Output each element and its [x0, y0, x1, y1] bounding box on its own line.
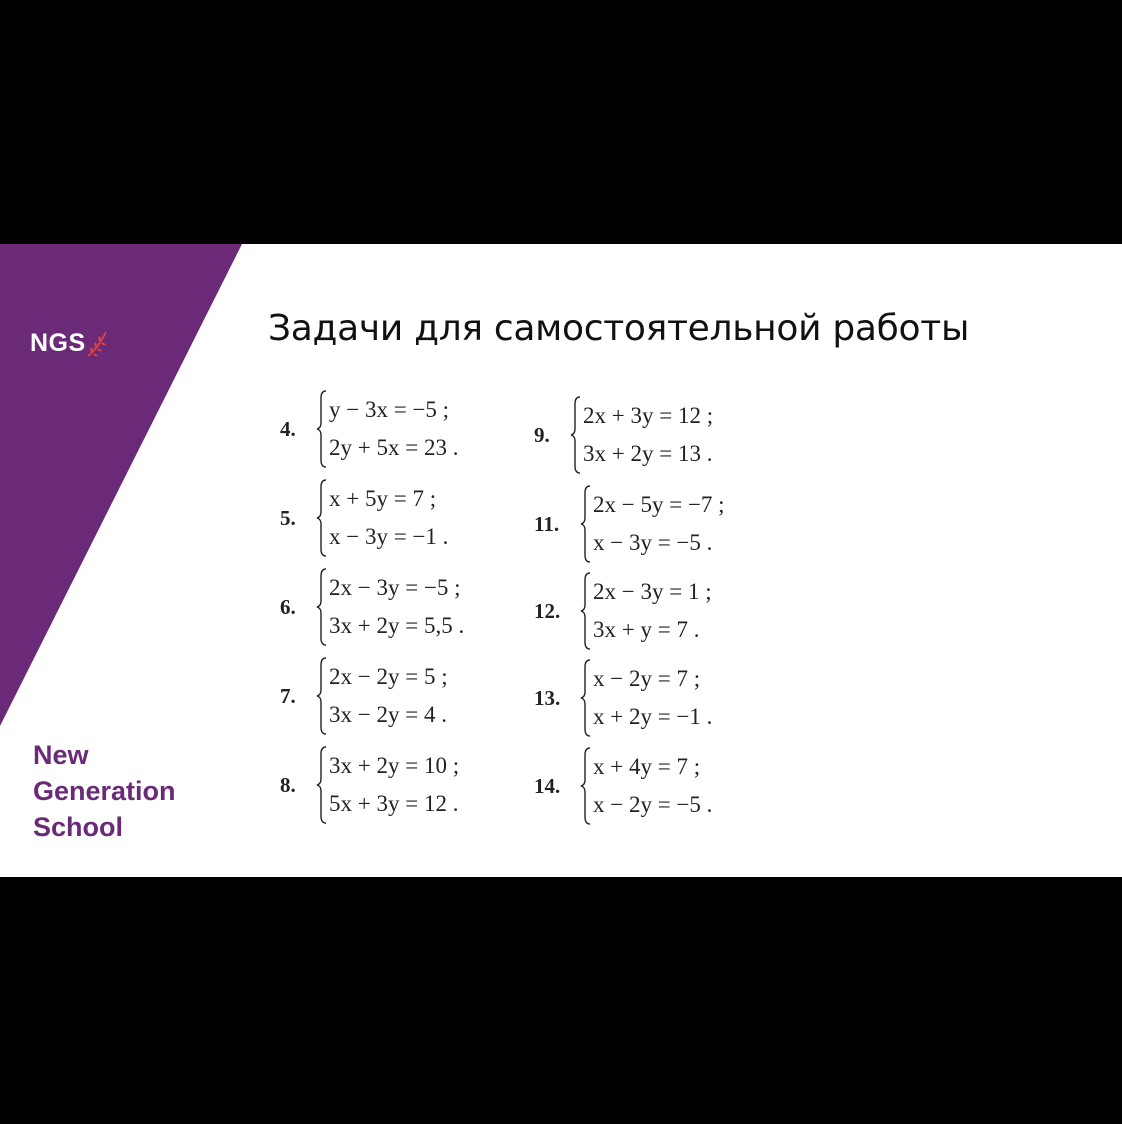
problem-number: 12.	[534, 598, 561, 623]
equation-2: x − 2y = −5 .	[593, 792, 713, 817]
page-title: Задачи для самостоятельной работы	[268, 308, 970, 349]
equation-system	[583, 402, 713, 468]
equation-1: 2x − 3y = −5 ;	[329, 575, 461, 600]
equation-system	[329, 485, 448, 551]
equation-2: 3x + 2y = 5,5 .	[329, 613, 465, 638]
problem-number: 8.	[280, 772, 296, 797]
school-name-line-1: New	[33, 740, 89, 770]
equation-2: 3x − 2y = 4 .	[329, 702, 447, 727]
problem-8	[280, 746, 459, 824]
problem-5	[280, 479, 448, 557]
equation-1: x − 2y = 7 ;	[593, 666, 701, 691]
problem-number: 5.	[280, 505, 296, 530]
system-brace-icon	[580, 659, 592, 737]
school-name	[33, 737, 176, 845]
ngs-logo	[30, 326, 110, 358]
equation-1: x + 4y = 7 ;	[593, 754, 701, 779]
equation-2: x + 2y = −1 .	[593, 704, 713, 729]
equation-2: 5x + 3y = 12 .	[329, 791, 459, 816]
slide	[0, 244, 1122, 877]
equation-2: x − 3y = −1 .	[329, 524, 449, 549]
problem-7	[280, 657, 448, 735]
problem-number: 4.	[280, 416, 296, 441]
equation-system	[329, 396, 458, 462]
equation-system	[593, 578, 712, 644]
equation-2: 3x + 2y = 13 .	[583, 441, 713, 466]
system-brace-icon	[580, 747, 592, 825]
system-brace-icon	[580, 572, 592, 650]
equation-2: x − 3y = −5 .	[593, 530, 713, 555]
system-brace-icon	[580, 485, 592, 563]
problem-number: 7.	[280, 683, 296, 708]
equation-2: 3x + y = 7 .	[593, 617, 700, 642]
system-brace-icon	[570, 396, 582, 474]
problem-11	[534, 485, 725, 563]
sprig-icon	[84, 326, 110, 358]
system-brace-icon	[316, 390, 328, 468]
equation-system	[329, 574, 464, 640]
problem-number: 9.	[534, 422, 550, 447]
system-brace-icon	[316, 479, 328, 557]
problem-number: 6.	[280, 594, 296, 619]
equation-1: 2x + 3y = 12 ;	[583, 403, 714, 428]
equation-1: 3x + 2y = 10 ;	[329, 753, 460, 778]
problem-6	[280, 568, 464, 646]
system-brace-icon	[316, 568, 328, 646]
equation-system	[593, 753, 712, 819]
school-name-line-3: School	[33, 812, 124, 842]
problem-14	[534, 747, 712, 825]
problem-4	[280, 390, 458, 468]
equation-2: 2y + 5x = 23 .	[329, 435, 459, 460]
system-brace-icon	[316, 657, 328, 735]
equation-system	[329, 663, 448, 729]
equation-1: 2x − 3y = 1 ;	[593, 579, 712, 604]
problem-number: 14.	[534, 773, 561, 798]
equation-1: 2x − 2y = 5 ;	[329, 664, 448, 689]
system-brace-icon	[316, 746, 328, 824]
problem-13	[534, 659, 712, 737]
problem-12	[534, 572, 712, 650]
problem-number: 11.	[534, 511, 560, 536]
school-name-line-2: Generation	[33, 776, 176, 806]
problem-9	[534, 396, 713, 474]
equation-system	[593, 491, 725, 557]
problem-number: 13.	[534, 685, 561, 710]
logo-text: NGS	[30, 329, 86, 357]
equation-1: 2x − 5y = −7 ;	[593, 492, 725, 517]
equation-1: y − 3x = −5 ;	[329, 397, 450, 422]
equation-1: x + 5y = 7 ;	[329, 486, 437, 511]
equation-system	[593, 665, 712, 731]
equation-system	[329, 752, 459, 818]
